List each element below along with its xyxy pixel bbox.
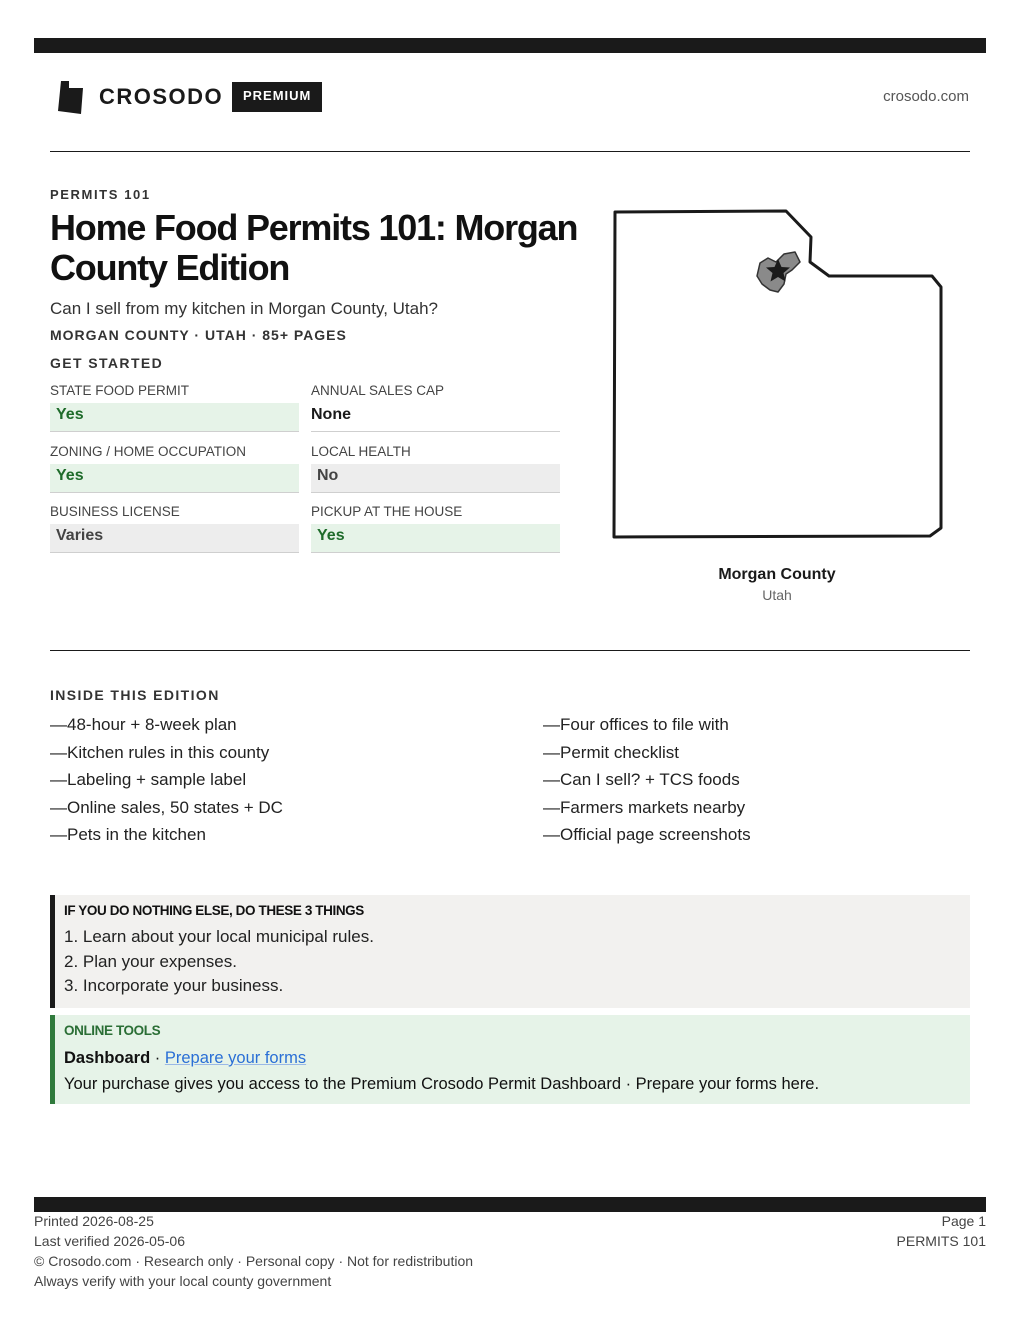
- map-county-name: Morgan County: [718, 566, 836, 583]
- contents-item: —48-hour + 8-week plan: [50, 715, 237, 734]
- page-title: Home Food Permits 101: Morgan County Edition: [50, 207, 578, 288]
- fact-value: No: [311, 464, 560, 493]
- map-state-name: Utah: [762, 587, 792, 603]
- dashboard-label: Dashboard: [64, 1049, 151, 1067]
- header-divider: [50, 151, 970, 152]
- link-separator: ·: [150, 1049, 165, 1067]
- contents-item: —Pets in the kitchen: [50, 825, 206, 844]
- fact-pickup-at-the-house: [311, 502, 560, 553]
- footer-section: PERMITS 101: [896, 1233, 986, 1249]
- fact-label: ZONING / HOME OCCUPATION: [50, 444, 247, 459]
- key-steps-callout: [50, 895, 970, 1008]
- fact-annual-sales-cap: [311, 381, 560, 432]
- online-tools-callout: [50, 1015, 970, 1104]
- fact-label: PICKUP AT THE HOUSE: [311, 504, 463, 519]
- fact-zoning-home-occupation: [50, 442, 299, 493]
- tools-heading: ONLINE TOOLS: [64, 1023, 161, 1038]
- county-map: [604, 204, 954, 550]
- fact-business-license: [50, 502, 299, 553]
- footer-right: [897, 1211, 986, 1251]
- fact-label: BUSINESS LICENSE: [50, 504, 180, 519]
- section-divider: [50, 650, 970, 651]
- contents-item: —Official page screenshots: [543, 825, 751, 844]
- utah-logo-icon: [57, 80, 85, 114]
- contents-item: —Labeling + sample label: [50, 770, 247, 789]
- page-number: Page 1: [941, 1213, 986, 1229]
- footer-left: [34, 1211, 473, 1291]
- fact-value: None: [311, 403, 560, 432]
- callout-step: 3. Incorporate your business.: [64, 976, 284, 995]
- contents-item: —Kitchen rules in this county: [50, 742, 270, 762]
- fact-value: Yes: [311, 524, 560, 553]
- site-url[interactable]: crosodo.com: [883, 88, 969, 105]
- contents-list-right: [543, 711, 751, 849]
- fact-local-health: [311, 442, 560, 493]
- inside-heading: INSIDE THIS EDITION: [50, 687, 220, 703]
- contents-item: —Farmers markets nearby: [543, 797, 746, 817]
- fact-state-food-permit: [50, 381, 299, 432]
- verified-date: Last verified 2026-05-06: [34, 1233, 185, 1249]
- edition-meta: MORGAN COUNTY · UTAH · 85+ PAGES: [50, 327, 347, 343]
- copyright-notice: © Crosodo.com · Research only · Personal copy · Not for redistribution: [34, 1253, 474, 1269]
- fact-label: STATE FOOD PERMIT: [50, 383, 190, 398]
- fact-value: Varies: [50, 524, 299, 553]
- callout-step: 2. Plan your expenses.: [64, 951, 237, 971]
- contents-list-left: [50, 711, 283, 849]
- top-bar: [34, 38, 986, 53]
- callout-heading: IF YOU DO NOTHING ELSE, DO THESE 3 THINGS: [64, 903, 364, 918]
- contents-item: —Online sales, 50 states + DC: [50, 797, 283, 817]
- callout-step: 1. Learn about your local municipal rules.: [64, 927, 374, 946]
- tools-description: Your purchase gives you access to the Premium Crosodo Permit Dashboard · Prepare your forms here.: [64, 1075, 820, 1093]
- tools-links-line: [64, 1045, 970, 1071]
- prepare-forms-link[interactable]: Prepare your forms: [164, 1049, 307, 1067]
- fact-label: ANNUAL SALES CAP: [311, 383, 445, 398]
- verify-advice: Always verify with your local county government: [34, 1273, 332, 1289]
- contents-item: —Can I sell? + TCS foods: [543, 770, 740, 789]
- contents-item: —Four offices to file with: [543, 715, 729, 734]
- brand-name: CROSODO: [99, 84, 224, 109]
- page-subtitle: Can I sell from my kitchen in Morgan County, Utah?: [50, 299, 439, 318]
- premium-badge: PREMIUM: [232, 82, 322, 112]
- printed-date: Printed 2026-08-25: [34, 1213, 154, 1229]
- fact-value: Yes: [50, 403, 299, 432]
- fact-label: LOCAL HEALTH: [311, 444, 411, 459]
- contents-item: —Permit checklist: [543, 742, 680, 762]
- section-kicker: PERMITS 101: [50, 187, 151, 202]
- get-started-heading: GET STARTED: [50, 355, 164, 371]
- bottom-bar: [34, 1197, 986, 1212]
- fact-value: Yes: [50, 464, 299, 493]
